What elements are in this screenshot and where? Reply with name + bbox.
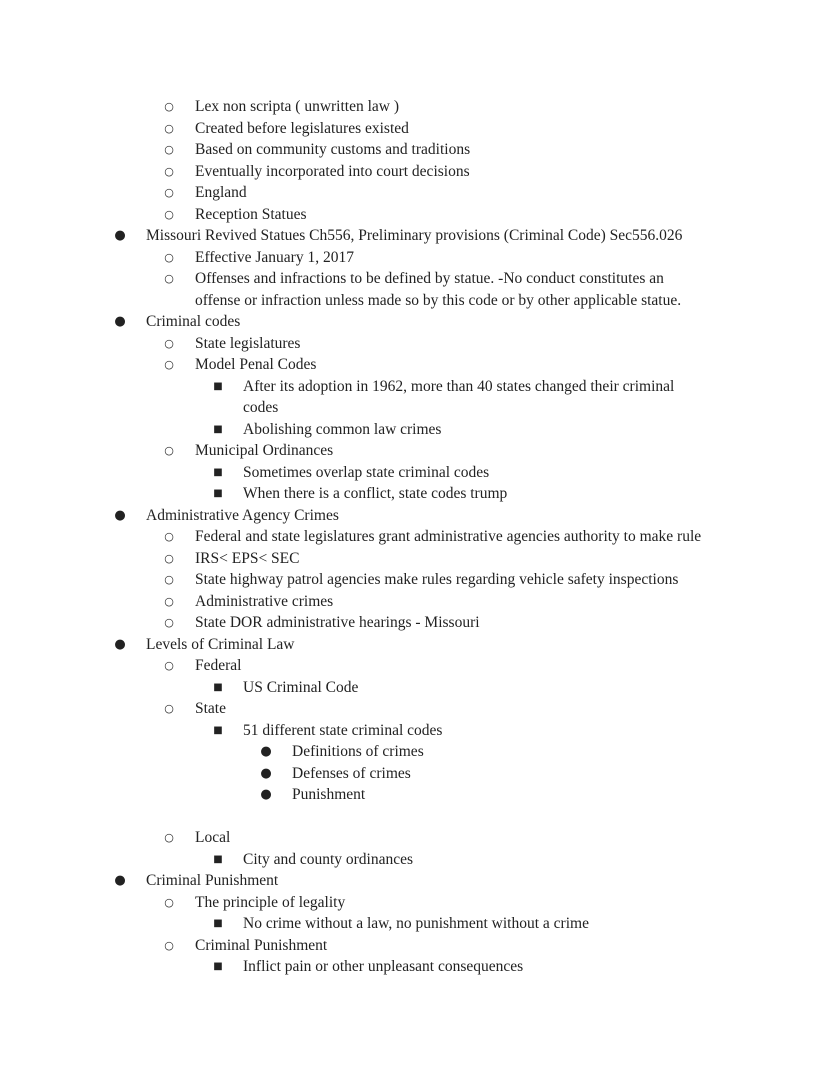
list-item <box>0 526 828 548</box>
list-item-text: Definitions of crimes <box>292 743 424 760</box>
list-item <box>0 569 828 591</box>
dot-bullet-icon: ● <box>114 507 126 523</box>
list-item-text: After its adoption in 1962, more than 40 states changed their criminal <box>243 377 675 395</box>
circle-bullet-icon: ○ <box>164 551 174 565</box>
square-bullet-icon: ■ <box>213 466 223 478</box>
circle-bullet-icon: ○ <box>164 573 174 586</box>
list-item <box>0 225 828 247</box>
list-item-text: Offenses and infractions to be defined by statue. -No conduct constitutes an <box>195 270 664 287</box>
list-item-text: Criminal codes <box>146 313 241 330</box>
circle-bullet-icon: ○ <box>164 594 174 608</box>
list-item <box>0 548 828 570</box>
list-item <box>0 161 828 183</box>
circle-bullet-icon: ○ <box>164 659 174 672</box>
circle-bullet-icon: ○ <box>164 272 174 285</box>
list-item <box>0 655 828 677</box>
list-item <box>0 268 828 290</box>
list-item-text: State legislatures <box>195 334 301 352</box>
list-item-text: Created before legislatures existed <box>195 119 409 137</box>
list-item-text: Local <box>195 829 231 846</box>
list-item <box>0 419 828 441</box>
list-item-text: Punishment <box>292 786 366 803</box>
square-bullet-icon: ■ <box>213 961 223 972</box>
list-item <box>0 290 828 312</box>
list-item-text: State <box>195 700 226 717</box>
list-item <box>0 784 828 806</box>
circle-bullet-icon: ○ <box>164 358 174 371</box>
square-bullet-icon: ■ <box>213 488 223 499</box>
list-item <box>0 806 828 828</box>
list-item-text: Abolishing common law crimes <box>243 420 442 438</box>
list-item-text: Sometimes overlap state criminal codes <box>243 463 490 481</box>
list-item-text: State highway patrol agencies make rules regarding vehicle safety inspections <box>195 571 679 588</box>
list-item <box>0 204 828 226</box>
list-item-text: Administrative Agency Crimes <box>146 506 339 524</box>
dot-bullet-icon: ● <box>114 873 126 888</box>
circle-bullet-icon: ○ <box>164 444 174 457</box>
circle-bullet-icon: ○ <box>164 143 174 156</box>
dot-bullet-icon: ● <box>260 765 272 781</box>
list-item-text: offense or infraction unless made so by this code or by other applicable statue. <box>195 291 682 309</box>
circle-bullet-icon: ○ <box>164 100 174 113</box>
list-item-text: Federal <box>195 657 242 674</box>
list-item <box>0 698 828 720</box>
list-item-text: England <box>195 184 247 201</box>
list-item-text: When there is a conflict, state codes trump <box>243 485 508 502</box>
circle-bullet-icon: ○ <box>164 336 174 350</box>
circle-bullet-icon: ○ <box>164 207 174 221</box>
square-bullet-icon: ■ <box>213 681 223 693</box>
square-bullet-icon: ■ <box>213 918 223 929</box>
circle-bullet-icon: ○ <box>164 121 174 135</box>
list-item <box>0 935 828 957</box>
list-item-text: Defenses of crimes <box>292 764 411 782</box>
circle-bullet-icon: ○ <box>164 250 174 264</box>
list-item <box>0 677 828 699</box>
list-item-text: Federal and state legislatures grant administrative agencies authority to make rule <box>195 528 702 545</box>
dot-bullet-icon: ● <box>114 636 126 652</box>
dot-bullet-icon: ● <box>114 228 126 243</box>
list-item-text: Model Penal Codes <box>195 356 317 373</box>
list-item <box>0 462 828 484</box>
circle-bullet-icon: ○ <box>164 938 174 952</box>
list-item-text: Levels of Criminal Law <box>146 635 295 653</box>
list-item <box>0 720 828 742</box>
circle-bullet-icon: ○ <box>164 895 174 909</box>
circle-bullet-icon: ○ <box>164 164 174 178</box>
list-item-text: US Criminal Code <box>243 678 359 696</box>
list-item <box>0 483 828 505</box>
list-item <box>0 397 828 419</box>
list-item-text: Criminal Punishment <box>146 872 279 889</box>
list-item-text: Reception Statues <box>195 205 307 223</box>
list-item <box>0 870 828 892</box>
circle-bullet-icon: ○ <box>164 616 174 629</box>
list-item-text: Administrative crimes <box>195 592 334 610</box>
list-item-text: Lex non scripta ( unwritten law ) <box>195 98 400 115</box>
dot-bullet-icon: ● <box>114 314 126 329</box>
list-item-text: Missouri Revived Statues Ch556, Preliminary provisions (Criminal Code) Sec556.026 <box>146 227 683 244</box>
circle-bullet-icon: ○ <box>164 530 174 543</box>
list-item <box>0 634 828 656</box>
list-item <box>0 892 828 914</box>
list-item-text: No crime without a law, no punishment without a crime <box>243 915 589 932</box>
list-item-text: Municipal Ordinances <box>195 442 334 459</box>
list-item <box>0 612 828 634</box>
list-item-text: 51 different state criminal codes <box>243 721 443 739</box>
list-item <box>0 118 828 140</box>
list-item <box>0 505 828 527</box>
circle-bullet-icon: ○ <box>164 186 174 199</box>
list-item <box>0 913 828 935</box>
list-item <box>0 139 828 161</box>
list-item-text: IRS< EPS< SEC <box>195 549 300 567</box>
list-item-text: Inflict pain or other unpleasant consequences <box>243 958 524 975</box>
list-item-text: State DOR administrative hearings - Missouri <box>195 614 480 631</box>
list-item <box>0 741 828 763</box>
list-item-text: The principle of legality <box>195 893 346 911</box>
list-item <box>0 354 828 376</box>
list-item <box>0 376 828 398</box>
list-item <box>0 849 828 871</box>
square-bullet-icon: ■ <box>213 724 223 736</box>
list-item <box>0 333 828 355</box>
square-bullet-icon: ■ <box>213 380 223 392</box>
square-bullet-icon: ■ <box>213 853 223 865</box>
dot-bullet-icon: ● <box>260 787 272 802</box>
list-item <box>0 96 828 118</box>
circle-bullet-icon: ○ <box>164 702 174 715</box>
list-item <box>0 956 828 978</box>
list-item <box>0 591 828 613</box>
square-bullet-icon: ■ <box>213 423 223 435</box>
list-item <box>0 247 828 269</box>
list-item-text: City and county ordinances <box>243 850 414 868</box>
list-item-text: Based on community customs and traditions <box>195 141 471 158</box>
circle-bullet-icon: ○ <box>164 831 174 844</box>
list-item-text: Effective January 1, 2017 <box>195 248 354 266</box>
list-item-text: codes <box>243 399 279 416</box>
list-item-text: Eventually incorporated into court decisions <box>195 162 470 180</box>
list-item <box>0 827 828 849</box>
list-item <box>0 763 828 785</box>
dot-bullet-icon: ● <box>260 744 272 759</box>
list-item-text: Criminal Punishment <box>195 936 328 954</box>
list-item <box>0 311 828 333</box>
list-item <box>0 182 828 204</box>
list-item <box>0 440 828 462</box>
